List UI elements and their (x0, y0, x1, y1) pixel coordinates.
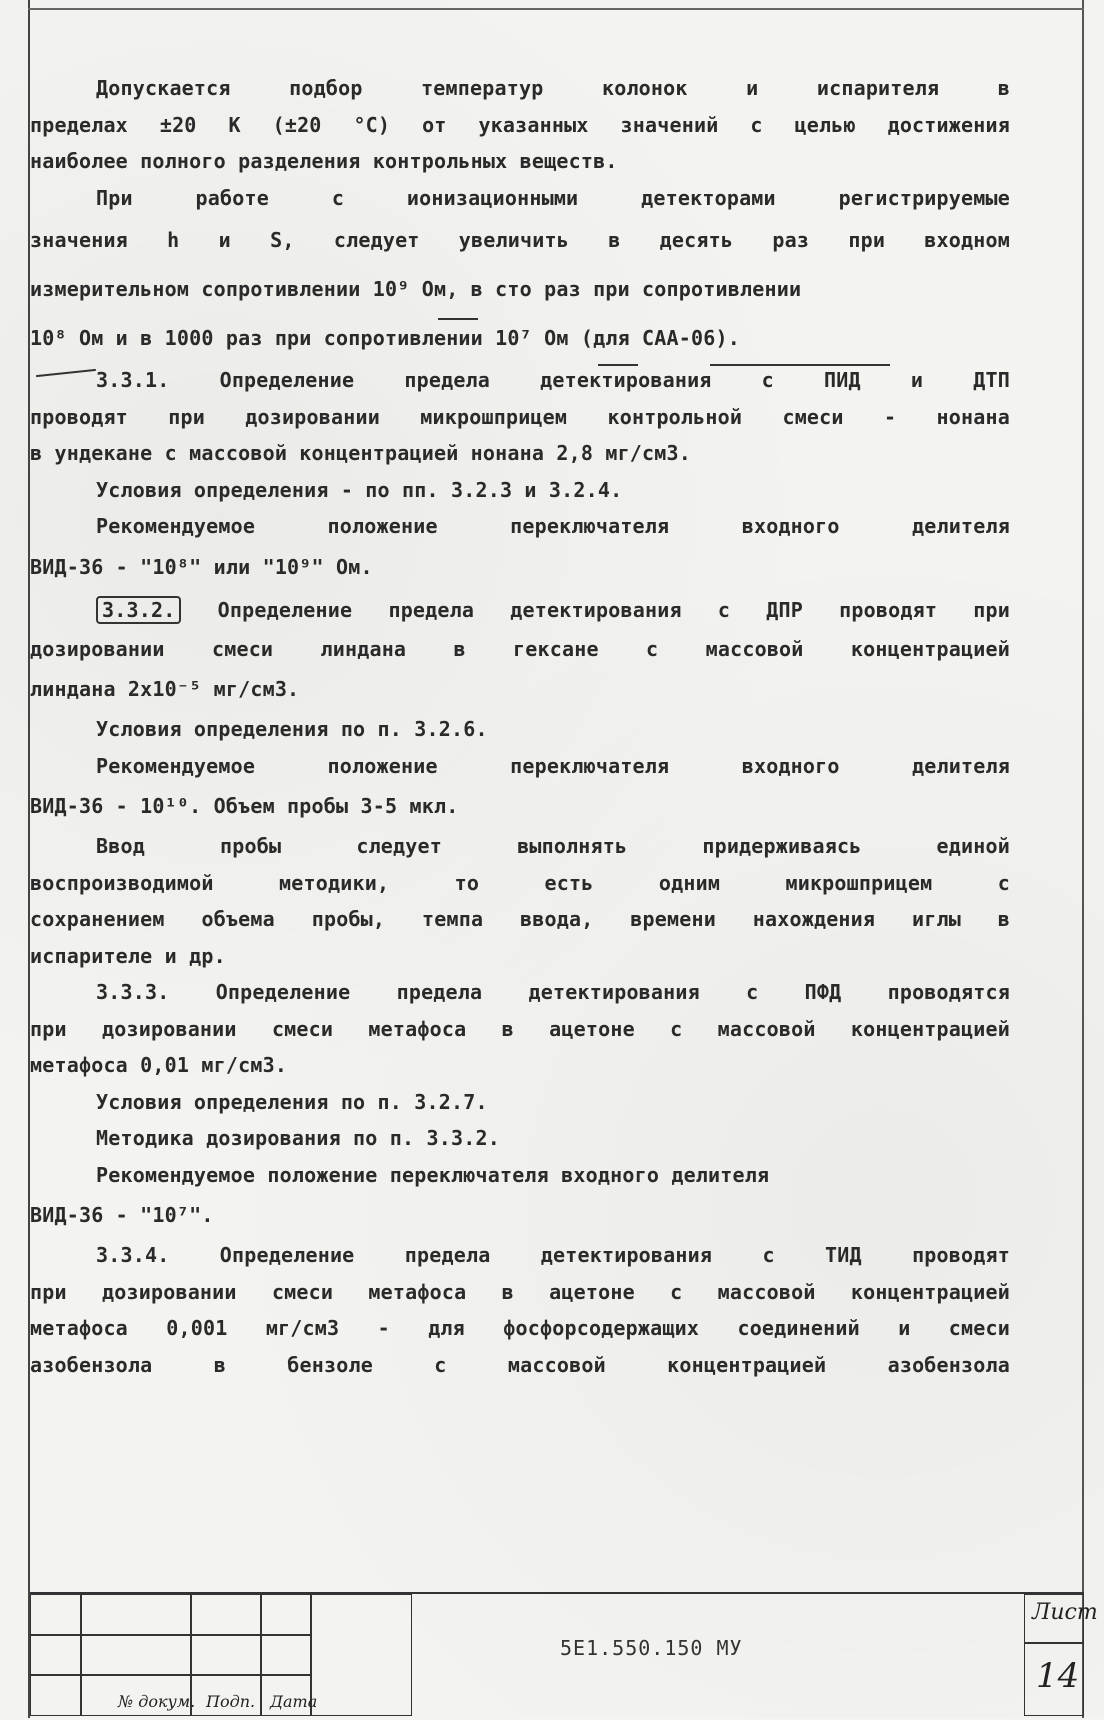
text-line: Условия определения по п. 3.2.6. (96, 717, 488, 741)
text-line: воспроизводимой методики, то есть одним микрошприцем с (30, 870, 1010, 895)
text-line: измерительном сопротивлении 10⁹ Ом, в сто раз при сопротивлении (30, 277, 802, 301)
text-line: 3.3.4. Определение предела детектирования с ТИД проводят (96, 1243, 1010, 1267)
handwritten-underline (598, 364, 638, 366)
text-line: Условия определения по п. 3.2.7. (96, 1089, 488, 1114)
handwritten-underline (710, 364, 890, 366)
document-body (30, 70, 1010, 1383)
text-line: При работе с ионизационными детекторами регистрируемые (96, 185, 1010, 210)
text-line: ВИД-36 - "10⁷". (30, 1203, 214, 1227)
text-line: Рекомендуемое положение переключателя входного делителя (96, 1162, 770, 1187)
text-line: пределах ±20 К (±20 °С) от указанных значений с целью достижения (30, 112, 1010, 137)
title-block-stamp (30, 1592, 1084, 1720)
text-line: Методика дозирования по п. 3.3.2. (96, 1126, 500, 1150)
text-line: испарителе и др. (30, 943, 226, 968)
text-line: линдана 2х10⁻⁵ мг/см3. (30, 677, 300, 701)
stamp-cell (260, 1634, 312, 1676)
text-fragment: Определение предела детектирования с ДПР проводят при (217, 597, 1010, 622)
text-line: сохранением объема пробы, темпа ввода, времени нахождения иглы в (30, 907, 1010, 931)
text-line: при дозировании смеси метафоса в ацетоне с массовой концентрацией (30, 1279, 1010, 1304)
text-line: метафоса 0,001 мг/см3 - для фосфорсодержащих соединений и смеси (30, 1316, 1010, 1340)
sheet-number: 14 (1036, 1656, 1080, 1696)
text-line: проводят при дозировании микрошприцем контрольной смеси - нонана (30, 404, 1010, 429)
stamp-cell (260, 1594, 312, 1636)
text-line: Условия определения - по пп. 3.2.3 и 3.2.4. (96, 477, 623, 502)
text-line: наиболее полного разделения контрольных веществ. (30, 149, 618, 173)
text-line (30, 589, 1010, 631)
stamp-cell (30, 1594, 82, 1636)
stamp-cell (80, 1594, 192, 1636)
text-line: азобензола в бензоле с массовой концентрацией азобензола (30, 1352, 1010, 1377)
text-line: 3.3.1. Определение предела детектирования с ПИД и ДТП (96, 368, 1010, 392)
stamp-cell (190, 1594, 262, 1636)
text-line: значения h и S, следует увеличить в десять раз при входном (30, 228, 1010, 252)
text-line: при дозировании смеси метафоса в ацетоне с массовой концентрацией (30, 1016, 1010, 1041)
frame-border-right (1082, 0, 1084, 1718)
stamp-cell (30, 1674, 82, 1716)
text-line: в ундекане с массовой концентрацией нонана 2,8 мг/см3. (30, 441, 692, 465)
text-line: 3.3.3. Определение предела детектирования с ПФД проводятся (96, 980, 1010, 1004)
sheet-label: Лист (1032, 1600, 1098, 1625)
handwritten-underline (438, 318, 478, 320)
stamp-label-doc: № докум. (118, 1692, 196, 1711)
stamp-label-sign: Подп. (206, 1692, 256, 1711)
stamp-cell (310, 1594, 412, 1716)
text-line: Рекомендуемое положение переключателя входного делителя (96, 514, 1010, 538)
text-line: ВИД-36 - "10⁸" или "10⁹" Ом. (30, 554, 373, 579)
frame-border-top (28, 8, 1084, 10)
stamp-cell (30, 1634, 82, 1676)
text-line: дозировании смеси линдана в гексане с массовой концентрацией (30, 636, 1010, 661)
boxed-section-number: 3.3.2. (96, 596, 181, 624)
text-line: Допускается подбор температур колонок и испарителя в (96, 76, 1010, 100)
text-line: ВИД-36 - 10¹⁰. Объем пробы 3-5 мкл. (30, 794, 459, 818)
text-line: Ввод пробы следует выполнять придерживаясь единой (96, 834, 1010, 858)
text-line: Рекомендуемое положение переключателя входного делителя (96, 753, 1010, 778)
document-number: 5Е1.550.150 МУ (560, 1636, 743, 1660)
stamp-cell (190, 1634, 262, 1676)
stamp-cell (80, 1634, 192, 1676)
text-line: метафоса 0,01 мг/см3. (30, 1053, 288, 1077)
text-line: 10⁸ Ом и в 1000 раз при сопротивлении 10⁷ Ом (для САА-06). (30, 326, 740, 350)
stamp-label-date: Дата (270, 1692, 318, 1711)
